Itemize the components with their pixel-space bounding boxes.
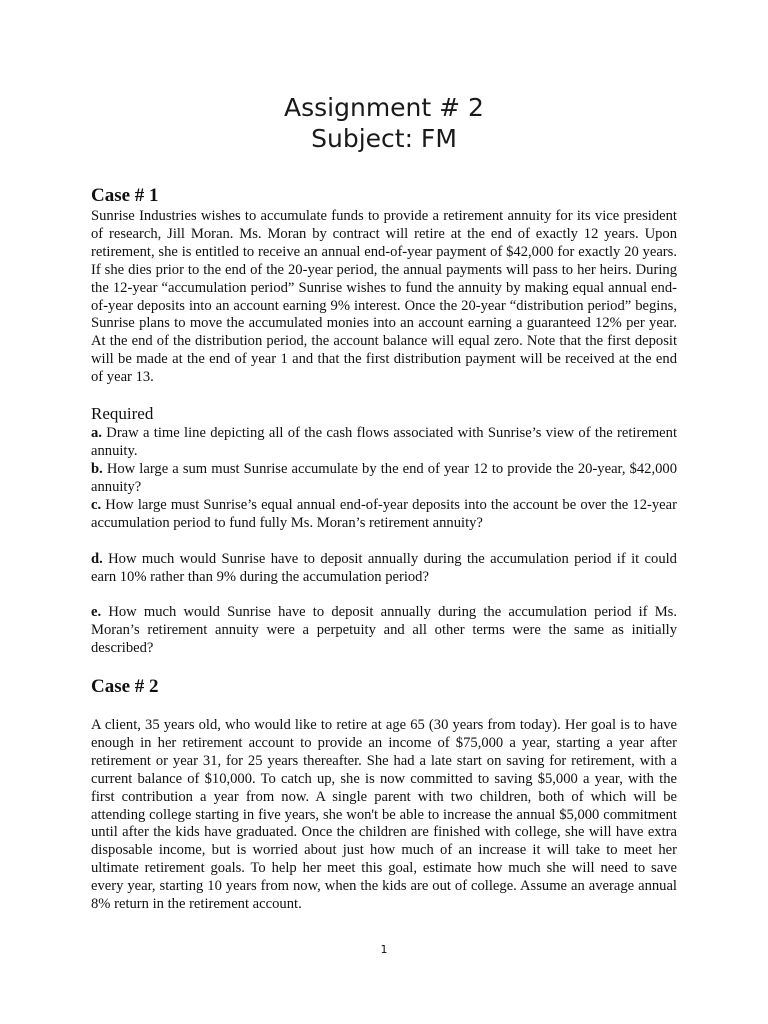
question-letter: d. — [91, 551, 103, 567]
question-e — [91, 604, 677, 658]
question-letter: e. — [91, 604, 102, 620]
question-text: How much would Sunrise have to deposit annually during the accumulation period if Ms. Moran’s retirement annuity were a perpetuity and all other terms were the same as initially described? — [91, 604, 677, 656]
question-b — [91, 461, 677, 497]
assignment-title: Assignment # 2 — [284, 93, 484, 122]
question-letter: c. — [91, 497, 102, 513]
question-letter: a. — [91, 425, 102, 441]
required-heading: Required — [91, 404, 154, 423]
question-a — [91, 425, 677, 461]
question-c — [91, 497, 677, 533]
question-letter: b. — [91, 461, 103, 477]
case1-heading: Case # 1 — [91, 185, 159, 206]
question-text: How large must Sunrise’s equal annual end-of-year deposits into the account be over the 12-year accumulation period to fund fully Ms. Moran’s retirement annuity? — [91, 497, 677, 531]
question-text: How much would Sunrise have to deposit annually during the accumulation period if it could earn 10% rather than 9% during the accumulation period? — [91, 551, 677, 585]
case2-body: A client, 35 years old, who would like to retire at age 65 (30 years from today). Her goal is to have enough in her retirement account to provide an income of $75,000 a year, starting a year after retirement or year 31, for 25 years thereafter. She had a late start on saving for retirement, with a current balance of $10,000. To catch up, she is now committed to saving $5,000 a year, with the first contribution a year from now. A single parent with two children, both of which will be attending college starting in five years, she won't be able to increase the annual $5,000 commitment until after the kids have graduated. Once the children are finished with college, she will have extra disposable income, but is worried about just how much of an increase it will take to meet her ultimate retirement goals. To help her meet this goal, estimate how much she will need to save every year, starting 10 years from now, when the kids are out of college. Assume an average annual 8% return in the retirement account. — [91, 717, 677, 913]
case1-body: Sunrise Industries wishes to accumulate funds to provide a retirement annuity for its vice president of research, Jill Moran. Ms. Moran by contract will retire at the end of exactly 12 years. Upon retirement, she is entitled to receive an annual end-of-year payment of $42,000 for exactly 20 years. If she dies prior to the end of the 20-year period, the annual payments will pass to her heirs. During the 12-year “accumulation period” Sunrise wishes to fund the annuity by making equal annual end-of-year deposits into an account earning 9% interest. Once the 20-year “distribution period” begins, Sunrise plans to move the accumulated monies into an account earning a guaranteed 12% per year. At the end of the distribution period, the account balance will equal zero. Note that the first deposit will be made at the end of year 1 and that the first distribution payment will be received at the end of year 13. — [91, 208, 677, 386]
question-text: Draw a time line depicting all of the cash flows associated with Sunrise’s view of the retirement annuity. — [91, 425, 678, 459]
question-d — [91, 551, 677, 587]
subject-title: Subject: FM — [311, 124, 457, 153]
question-text: How large a sum must Sunrise accumulate by the end of year 12 to provide the 20-year, $42,000 annuity? — [91, 461, 677, 495]
case2-heading: Case # 2 — [91, 676, 159, 697]
page-number: 1 — [380, 943, 388, 956]
